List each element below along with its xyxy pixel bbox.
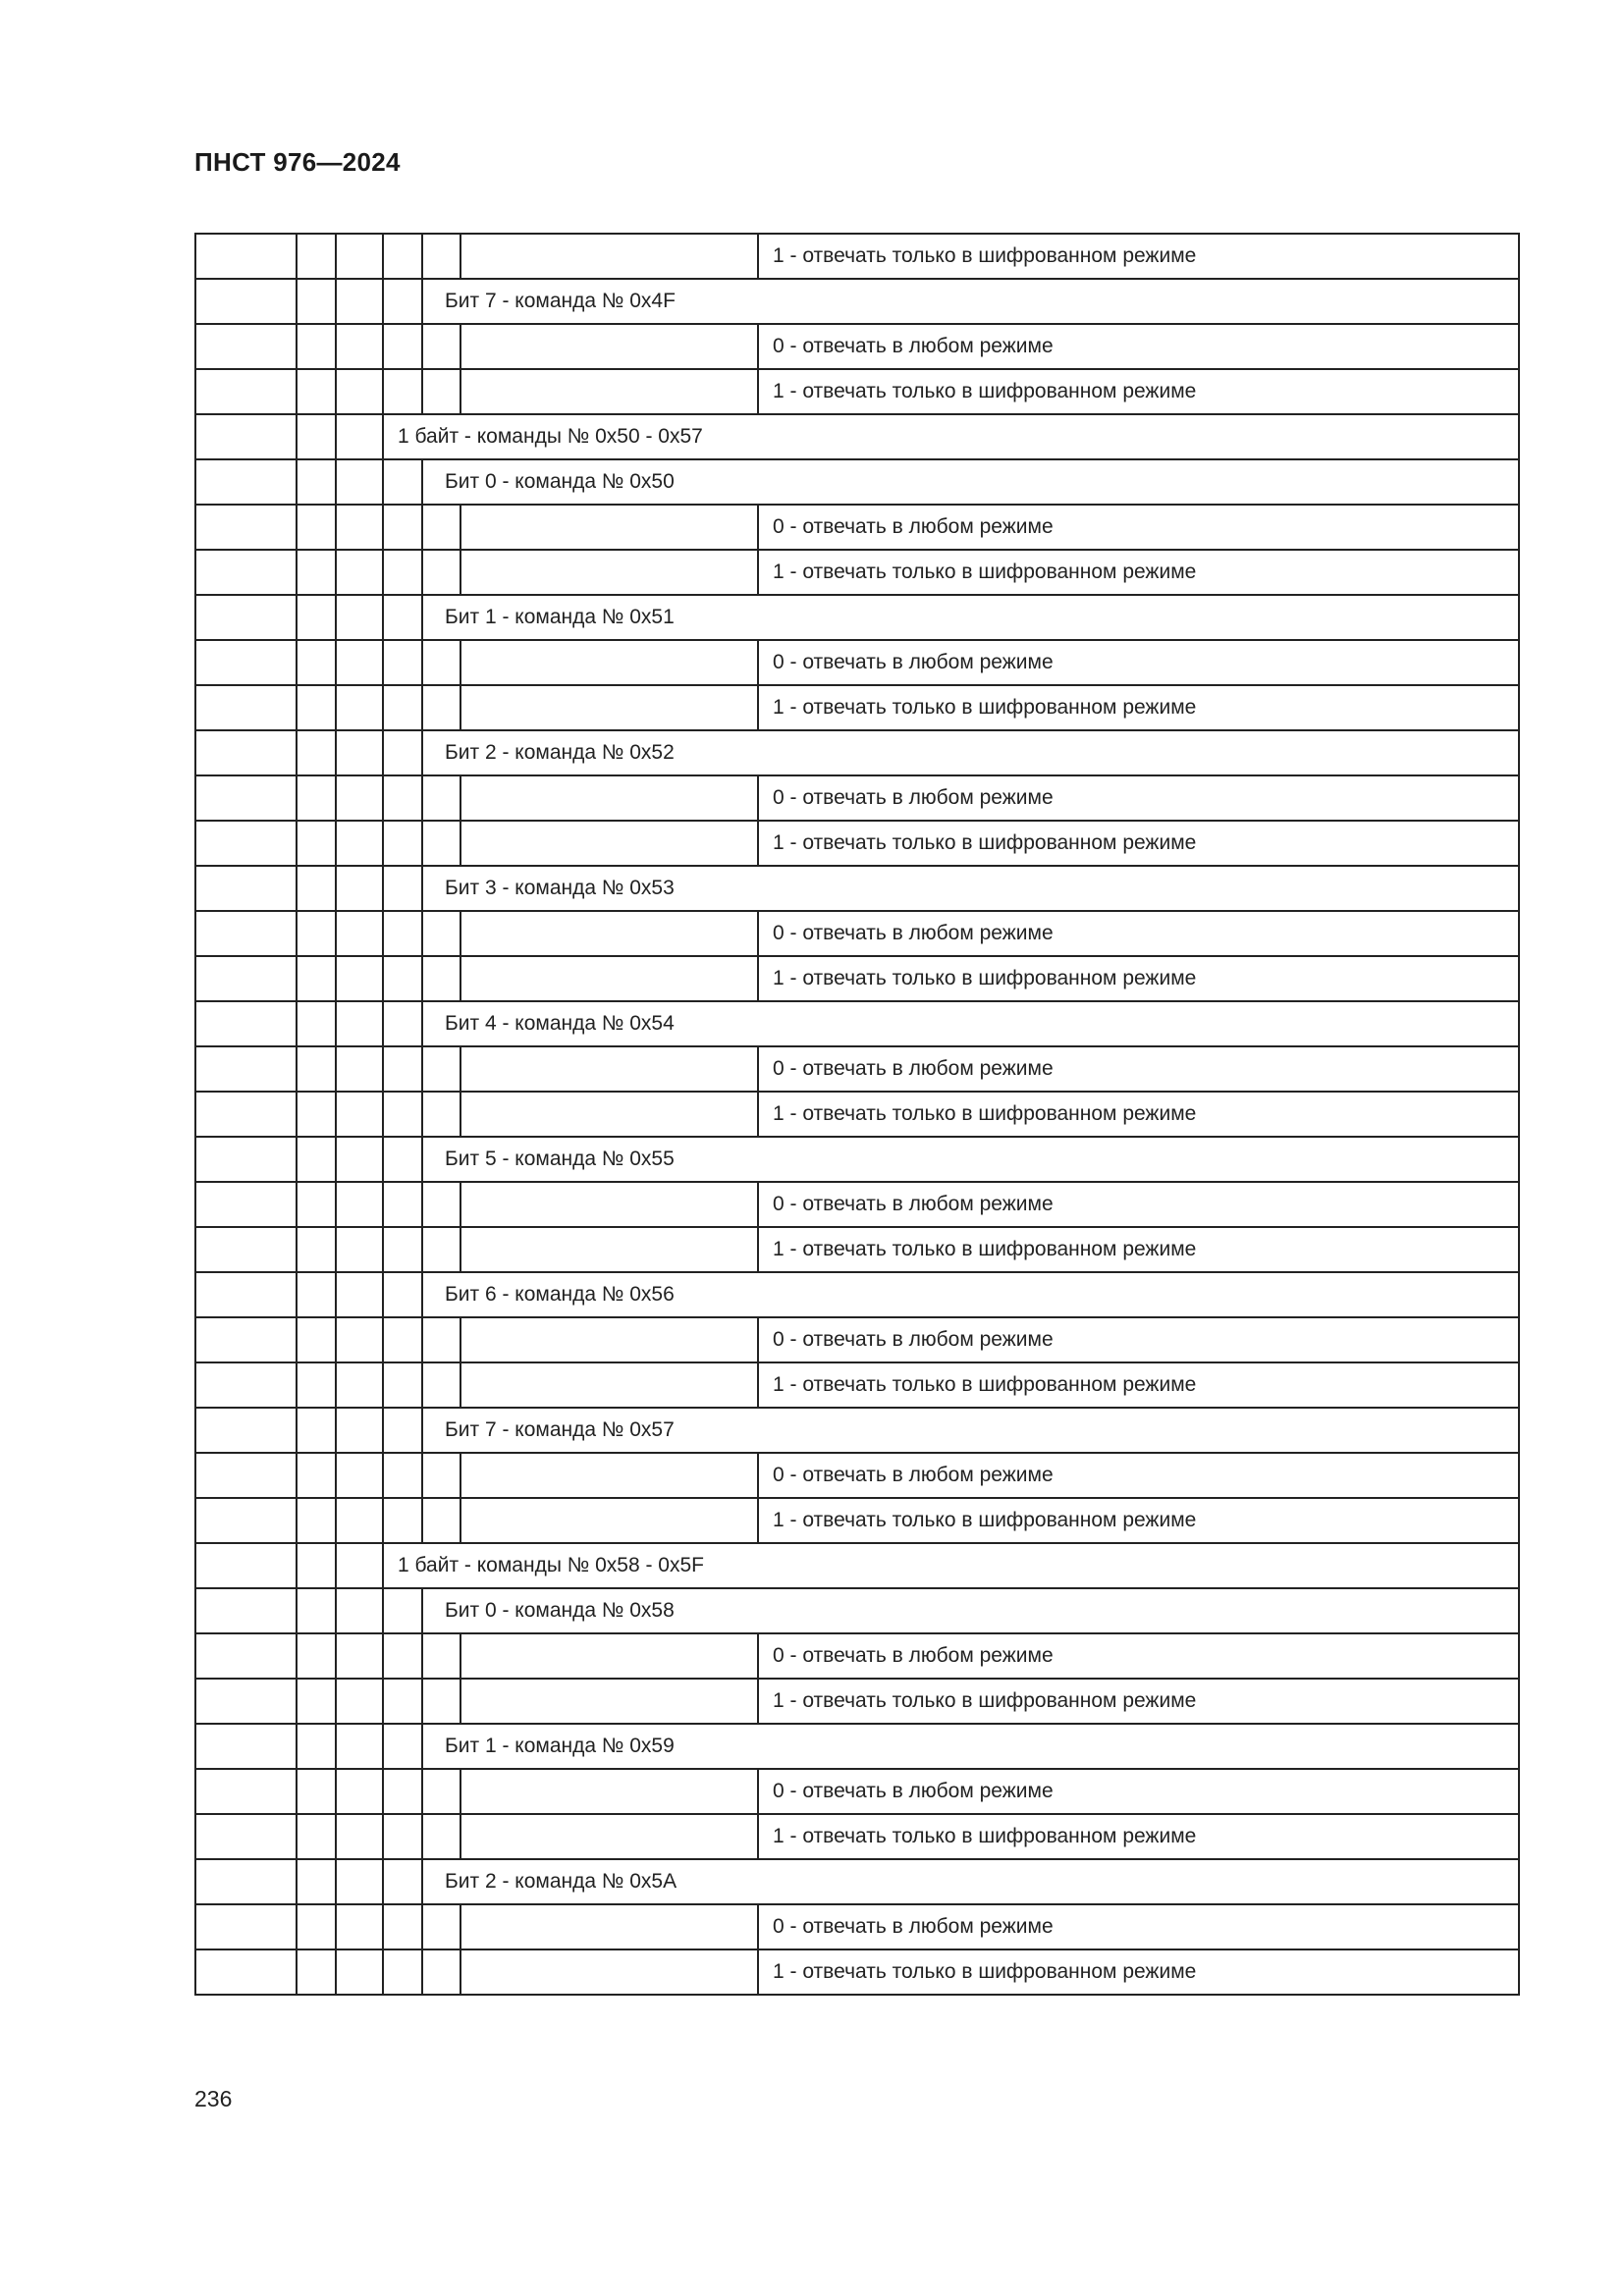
description-cell	[460, 1949, 758, 1995]
table-row	[195, 1588, 1519, 1633]
level-3-cell	[383, 1904, 422, 1949]
level-3-cell	[383, 1453, 422, 1498]
bit-label-cell: Бит 6 - команда № 0x56	[422, 1272, 1519, 1317]
description-cell	[460, 1633, 758, 1679]
table-row	[195, 821, 1519, 866]
description-cell	[460, 550, 758, 595]
level-2-cell	[336, 1588, 383, 1633]
row-index-cell	[195, 324, 297, 369]
row-index-cell	[195, 1137, 297, 1182]
row-index-cell	[195, 595, 297, 640]
table-row	[195, 640, 1519, 685]
level-2-cell	[336, 1362, 383, 1408]
level-1-cell	[297, 324, 336, 369]
bit-label-cell: Бит 5 - команда № 0x55	[422, 1137, 1519, 1182]
table-row	[195, 1633, 1519, 1679]
value-option-cell: 0 - отвечать в любом режиме	[758, 1182, 1519, 1227]
level-2-cell	[336, 1227, 383, 1272]
table-row	[195, 1317, 1519, 1362]
row-index-cell	[195, 685, 297, 730]
value-option-cell: 0 - отвечать в любом режиме	[758, 505, 1519, 550]
level-1-cell	[297, 1633, 336, 1679]
level-1-cell	[297, 1679, 336, 1724]
level-2-cell	[336, 1904, 383, 1949]
level-2-cell	[336, 1046, 383, 1092]
level-4-cell	[422, 1949, 460, 1995]
level-2-cell	[336, 595, 383, 640]
table-row	[195, 414, 1519, 459]
table-row	[195, 1001, 1519, 1046]
level-1-cell	[297, 1317, 336, 1362]
row-index-cell	[195, 1769, 297, 1814]
value-option-cell: 1 - отвечать только в шифрованном режиме	[758, 550, 1519, 595]
table-row	[195, 1543, 1519, 1588]
row-index-cell	[195, 1859, 297, 1904]
value-option-cell: 0 - отвечать в любом режиме	[758, 324, 1519, 369]
level-3-cell	[383, 956, 422, 1001]
level-3-cell	[383, 1588, 422, 1633]
description-cell	[460, 821, 758, 866]
level-1-cell	[297, 1453, 336, 1498]
level-1-cell	[297, 866, 336, 911]
level-1-cell	[297, 1408, 336, 1453]
row-index-cell	[195, 1949, 297, 1995]
level-1-cell	[297, 1498, 336, 1543]
level-2-cell	[336, 1814, 383, 1859]
table-row	[195, 234, 1519, 279]
value-option-cell: 1 - отвечать только в шифрованном режиме	[758, 1092, 1519, 1137]
level-2-cell	[336, 730, 383, 775]
level-2-cell	[336, 1001, 383, 1046]
description-cell	[460, 505, 758, 550]
value-option-cell: 0 - отвечать в любом режиме	[758, 1317, 1519, 1362]
description-cell	[460, 1317, 758, 1362]
value-option-cell: 0 - отвечать в любом режиме	[758, 911, 1519, 956]
level-2-cell	[336, 1182, 383, 1227]
level-2-cell	[336, 821, 383, 866]
byte-group-cell: 1 байт - команды № 0x58 - 0x5F	[383, 1543, 1519, 1588]
row-index-cell	[195, 1046, 297, 1092]
level-2-cell	[336, 505, 383, 550]
level-3-cell	[383, 730, 422, 775]
level-3-cell	[383, 911, 422, 956]
level-1-cell	[297, 730, 336, 775]
row-index-cell	[195, 1182, 297, 1227]
value-option-cell: 1 - отвечать только в шифрованном режиме	[758, 1679, 1519, 1724]
table-row	[195, 595, 1519, 640]
description-cell	[460, 685, 758, 730]
level-3-cell	[383, 1814, 422, 1859]
level-3-cell	[383, 1001, 422, 1046]
value-option-cell: 1 - отвечать только в шифрованном режиме	[758, 685, 1519, 730]
level-3-cell	[383, 1137, 422, 1182]
value-option-cell: 1 - отвечать только в шифрованном режиме	[758, 1498, 1519, 1543]
level-3-cell	[383, 1046, 422, 1092]
level-4-cell	[422, 1679, 460, 1724]
level-3-cell	[383, 324, 422, 369]
description-cell	[460, 1092, 758, 1137]
level-2-cell	[336, 775, 383, 821]
value-option-cell: 1 - отвечать только в шифрованном режиме	[758, 1227, 1519, 1272]
level-3-cell	[383, 1408, 422, 1453]
level-1-cell	[297, 505, 336, 550]
level-3-cell	[383, 1317, 422, 1362]
level-4-cell	[422, 369, 460, 414]
level-4-cell	[422, 550, 460, 595]
level-3-cell	[383, 1769, 422, 1814]
level-2-cell	[336, 279, 383, 324]
table-row	[195, 1408, 1519, 1453]
row-index-cell	[195, 279, 297, 324]
level-2-cell	[336, 1317, 383, 1362]
level-1-cell	[297, 414, 336, 459]
level-3-cell	[383, 369, 422, 414]
level-3-cell	[383, 1227, 422, 1272]
level-2-cell	[336, 459, 383, 505]
table-row	[195, 1859, 1519, 1904]
table-row	[195, 505, 1519, 550]
level-1-cell	[297, 1949, 336, 1995]
level-4-cell	[422, 324, 460, 369]
level-1-cell	[297, 1362, 336, 1408]
description-cell	[460, 1362, 758, 1408]
bit-label-cell: Бит 2 - команда № 0x5A	[422, 1859, 1519, 1904]
level-3-cell	[383, 866, 422, 911]
level-1-cell	[297, 1543, 336, 1588]
table-row	[195, 1046, 1519, 1092]
description-cell	[460, 324, 758, 369]
level-4-cell	[422, 1362, 460, 1408]
value-option-cell: 0 - отвечать в любом режиме	[758, 1633, 1519, 1679]
value-option-cell: 1 - отвечать только в шифрованном режиме	[758, 234, 1519, 279]
row-index-cell	[195, 414, 297, 459]
level-3-cell	[383, 1633, 422, 1679]
level-4-cell	[422, 1904, 460, 1949]
level-3-cell	[383, 1679, 422, 1724]
level-2-cell	[336, 1724, 383, 1769]
bit-label-cell: Бит 7 - команда № 0x4F	[422, 279, 1519, 324]
level-3-cell	[383, 1498, 422, 1543]
level-2-cell	[336, 1408, 383, 1453]
level-3-cell	[383, 1362, 422, 1408]
row-index-cell	[195, 234, 297, 279]
level-1-cell	[297, 1092, 336, 1137]
level-2-cell	[336, 1543, 383, 1588]
bit-label-cell: Бит 1 - команда № 0x59	[422, 1724, 1519, 1769]
value-option-cell: 0 - отвечать в любом режиме	[758, 1046, 1519, 1092]
level-1-cell	[297, 1046, 336, 1092]
level-4-cell	[422, 640, 460, 685]
level-2-cell	[336, 911, 383, 956]
bit-label-cell: Бит 0 - команда № 0x50	[422, 459, 1519, 505]
level-4-cell	[422, 685, 460, 730]
table-row	[195, 459, 1519, 505]
table-row	[195, 685, 1519, 730]
level-4-cell	[422, 1498, 460, 1543]
level-3-cell	[383, 1859, 422, 1904]
level-2-cell	[336, 550, 383, 595]
row-index-cell	[195, 640, 297, 685]
row-index-cell	[195, 1227, 297, 1272]
description-cell	[460, 369, 758, 414]
bit-label-cell: Бит 3 - команда № 0x53	[422, 866, 1519, 911]
level-3-cell	[383, 821, 422, 866]
level-1-cell	[297, 1227, 336, 1272]
level-1-cell	[297, 1137, 336, 1182]
spec-table-body	[195, 234, 1519, 1995]
table-row	[195, 1362, 1519, 1408]
level-2-cell	[336, 1498, 383, 1543]
level-3-cell	[383, 459, 422, 505]
level-1-cell	[297, 1904, 336, 1949]
level-3-cell	[383, 505, 422, 550]
row-index-cell	[195, 1543, 297, 1588]
row-index-cell	[195, 1272, 297, 1317]
level-2-cell	[336, 1679, 383, 1724]
level-1-cell	[297, 640, 336, 685]
level-3-cell	[383, 279, 422, 324]
row-index-cell	[195, 1588, 297, 1633]
description-cell	[460, 956, 758, 1001]
bit-label-cell: Бит 2 - команда № 0x52	[422, 730, 1519, 775]
row-index-cell	[195, 866, 297, 911]
table-row	[195, 369, 1519, 414]
level-1-cell	[297, 685, 336, 730]
level-1-cell	[297, 775, 336, 821]
level-2-cell	[336, 1453, 383, 1498]
table-row	[195, 1904, 1519, 1949]
table-row	[195, 1092, 1519, 1137]
row-index-cell	[195, 911, 297, 956]
row-index-cell	[195, 1724, 297, 1769]
level-3-cell	[383, 1092, 422, 1137]
level-2-cell	[336, 369, 383, 414]
bit-label-cell: Бит 1 - команда № 0x51	[422, 595, 1519, 640]
level-4-cell	[422, 821, 460, 866]
row-index-cell	[195, 1408, 297, 1453]
level-1-cell	[297, 911, 336, 956]
level-2-cell	[336, 1272, 383, 1317]
table-row	[195, 911, 1519, 956]
table-row	[195, 866, 1519, 911]
level-4-cell	[422, 775, 460, 821]
table-row	[195, 279, 1519, 324]
row-index-cell	[195, 1814, 297, 1859]
row-index-cell	[195, 730, 297, 775]
level-2-cell	[336, 1859, 383, 1904]
description-cell	[460, 911, 758, 956]
byte-group-cell: 1 байт - команды № 0x50 - 0x57	[383, 414, 1519, 459]
level-2-cell	[336, 640, 383, 685]
value-option-cell: 1 - отвечать только в шифрованном режиме	[758, 369, 1519, 414]
level-1-cell	[297, 1859, 336, 1904]
description-cell	[460, 1498, 758, 1543]
level-4-cell	[422, 1317, 460, 1362]
description-cell	[460, 1904, 758, 1949]
level-2-cell	[336, 1769, 383, 1814]
level-3-cell	[383, 1182, 422, 1227]
row-index-cell	[195, 821, 297, 866]
level-4-cell	[422, 505, 460, 550]
level-4-cell	[422, 1769, 460, 1814]
description-cell	[460, 1814, 758, 1859]
level-1-cell	[297, 1588, 336, 1633]
level-4-cell	[422, 911, 460, 956]
description-cell	[460, 234, 758, 279]
row-index-cell	[195, 1001, 297, 1046]
row-index-cell	[195, 1453, 297, 1498]
level-1-cell	[297, 369, 336, 414]
document-header: ПНСТ 976—2024	[194, 147, 401, 177]
row-index-cell	[195, 459, 297, 505]
value-option-cell: 1 - отвечать только в шифрованном режиме	[758, 1362, 1519, 1408]
table-row	[195, 775, 1519, 821]
value-option-cell: 1 - отвечать только в шифрованном режиме	[758, 1949, 1519, 1995]
level-3-cell	[383, 640, 422, 685]
description-cell	[460, 640, 758, 685]
row-index-cell	[195, 1317, 297, 1362]
level-2-cell	[336, 956, 383, 1001]
level-1-cell	[297, 1272, 336, 1317]
table-row	[195, 1769, 1519, 1814]
row-index-cell	[195, 550, 297, 595]
row-index-cell	[195, 1679, 297, 1724]
table-row	[195, 550, 1519, 595]
level-1-cell	[297, 1769, 336, 1814]
description-cell	[460, 1679, 758, 1724]
level-4-cell	[422, 1633, 460, 1679]
level-1-cell	[297, 459, 336, 505]
level-1-cell	[297, 821, 336, 866]
table-row	[195, 1137, 1519, 1182]
table-row	[195, 1814, 1519, 1859]
level-3-cell	[383, 685, 422, 730]
level-1-cell	[297, 595, 336, 640]
description-cell	[460, 1182, 758, 1227]
level-1-cell	[297, 550, 336, 595]
row-index-cell	[195, 1362, 297, 1408]
table-row	[195, 1679, 1519, 1724]
table-row	[195, 1453, 1519, 1498]
description-cell	[460, 1227, 758, 1272]
table-row	[195, 1272, 1519, 1317]
row-index-cell	[195, 505, 297, 550]
value-option-cell: 1 - отвечать только в шифрованном режиме	[758, 956, 1519, 1001]
bit-label-cell: Бит 4 - команда № 0x54	[422, 1001, 1519, 1046]
level-2-cell	[336, 414, 383, 459]
value-option-cell: 1 - отвечать только в шифрованном режиме	[758, 821, 1519, 866]
row-index-cell	[195, 1904, 297, 1949]
spec-table	[194, 233, 1520, 1996]
table-row	[195, 1949, 1519, 1995]
table-row	[195, 956, 1519, 1001]
level-4-cell	[422, 1227, 460, 1272]
level-3-cell	[383, 550, 422, 595]
level-3-cell	[383, 1949, 422, 1995]
value-option-cell: 0 - отвечать в любом режиме	[758, 640, 1519, 685]
level-4-cell	[422, 1182, 460, 1227]
table-row	[195, 324, 1519, 369]
level-2-cell	[336, 1092, 383, 1137]
page-number: 236	[194, 2086, 233, 2111]
value-option-cell: 0 - отвечать в любом режиме	[758, 1769, 1519, 1814]
description-cell	[460, 1453, 758, 1498]
description-cell	[460, 775, 758, 821]
description-cell	[460, 1046, 758, 1092]
level-4-cell	[422, 1092, 460, 1137]
level-1-cell	[297, 1814, 336, 1859]
level-1-cell	[297, 1182, 336, 1227]
value-option-cell: 0 - отвечать в любом режиме	[758, 1904, 1519, 1949]
table-row	[195, 1227, 1519, 1272]
description-cell	[460, 1769, 758, 1814]
level-3-cell	[383, 1724, 422, 1769]
level-2-cell	[336, 685, 383, 730]
row-index-cell	[195, 1633, 297, 1679]
level-1-cell	[297, 1724, 336, 1769]
table-row	[195, 730, 1519, 775]
level-4-cell	[422, 956, 460, 1001]
row-index-cell	[195, 1498, 297, 1543]
table-row	[195, 1724, 1519, 1769]
row-index-cell	[195, 775, 297, 821]
level-1-cell	[297, 234, 336, 279]
row-index-cell	[195, 369, 297, 414]
row-index-cell	[195, 956, 297, 1001]
level-2-cell	[336, 1633, 383, 1679]
level-3-cell	[383, 595, 422, 640]
level-3-cell	[383, 234, 422, 279]
value-option-cell: 0 - отвечать в любом режиме	[758, 775, 1519, 821]
table-row	[195, 1182, 1519, 1227]
value-option-cell: 1 - отвечать только в шифрованном режиме	[758, 1814, 1519, 1859]
level-2-cell	[336, 1137, 383, 1182]
level-2-cell	[336, 324, 383, 369]
level-1-cell	[297, 279, 336, 324]
level-2-cell	[336, 1949, 383, 1995]
table-row	[195, 1498, 1519, 1543]
level-2-cell	[336, 866, 383, 911]
bit-label-cell: Бит 7 - команда № 0x57	[422, 1408, 1519, 1453]
bit-label-cell: Бит 0 - команда № 0x58	[422, 1588, 1519, 1633]
level-4-cell	[422, 234, 460, 279]
level-1-cell	[297, 1001, 336, 1046]
level-3-cell	[383, 1272, 422, 1317]
level-4-cell	[422, 1046, 460, 1092]
row-index-cell	[195, 1092, 297, 1137]
level-1-cell	[297, 956, 336, 1001]
level-4-cell	[422, 1814, 460, 1859]
level-3-cell	[383, 775, 422, 821]
value-option-cell: 0 - отвечать в любом режиме	[758, 1453, 1519, 1498]
level-2-cell	[336, 234, 383, 279]
level-4-cell	[422, 1453, 460, 1498]
